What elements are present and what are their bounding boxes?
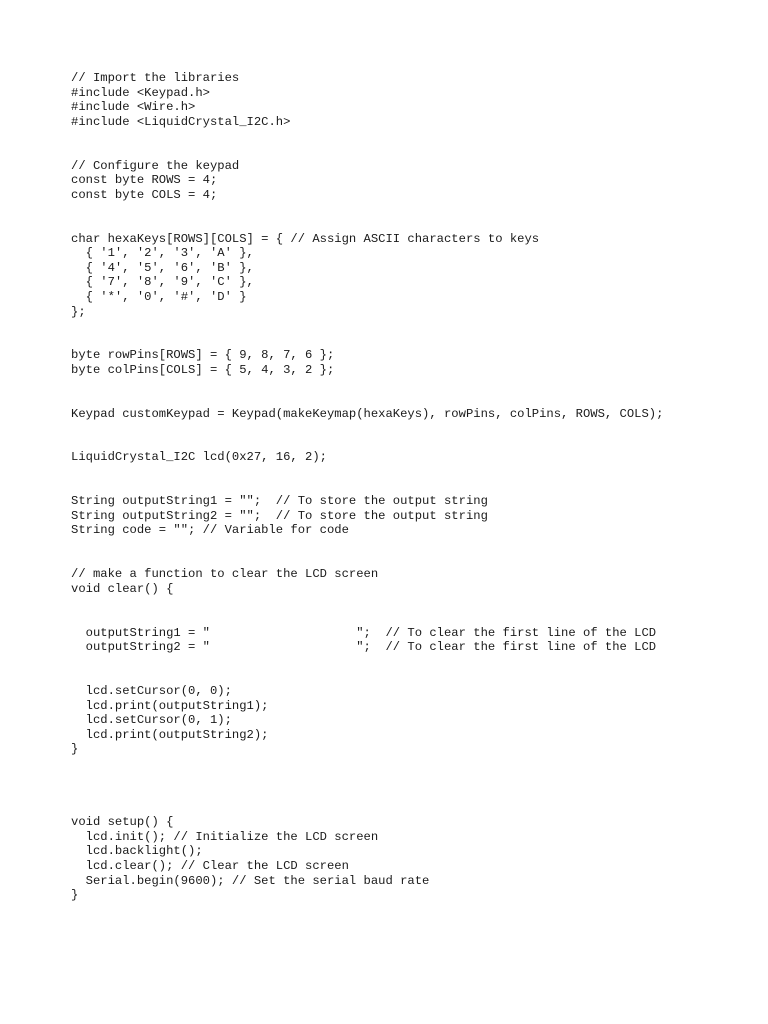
code-line: lcd.print(outputString1); [71,698,269,713]
code-line: lcd.clear(); // Clear the LCD screen [71,859,349,874]
code-line [71,669,663,684]
code-line [71,480,663,495]
code-line [71,465,663,480]
code-line: // Import the libraries [71,71,240,85]
code-line: outputString1 = " "; // To clear the first line of the LCD [71,625,657,640]
code-line [71,392,663,407]
code-line: outputString2 = " "; // To clear the first line of the LCD [71,640,657,655]
code-line: #include <Wire.h> [71,100,196,115]
code-line: Keypad customKeypad = Keypad(makeKeymap(hexaKeys), rowPins, colPins, ROWS, COLS); [71,406,664,421]
code-line: #include <LiquidCrystal_I2C.h> [71,114,291,129]
code-line [71,202,663,217]
code-line [71,655,663,670]
code-line: String code = ""; // Variable for code [71,523,349,538]
code-line: lcd.setCursor(0, 0); [71,683,232,698]
code-block [71,71,663,903]
code-line [71,596,663,611]
code-line [71,129,663,144]
code-line: byte colPins[COLS] = { 5, 4, 3, 2 }; [71,362,335,377]
code-line: #include <Keypad.h> [71,85,210,100]
code-line [71,801,663,816]
code-line: lcd.backlight(); [71,844,203,859]
code-line: { '1', '2', '3', 'A' }, [71,246,254,261]
code-line [71,786,663,801]
code-line: void setup() { [71,815,174,830]
code-line: lcd.setCursor(0, 1); [71,713,232,728]
code-line: const byte ROWS = 4; [71,173,218,188]
code-line: { '7', '8', '9', 'C' }, [71,275,254,290]
code-line: String outputString2 = ""; // To store the output string [71,508,488,523]
code-line: void clear() { [71,581,174,596]
code-line: // make a function to clear the LCD screen [71,567,379,582]
code-line [71,377,663,392]
code-line: lcd.print(outputString2); [71,727,269,742]
code-line [71,144,663,159]
code-line: LiquidCrystal_I2C lcd(0x27, 16, 2); [71,450,327,465]
code-line: Serial.begin(9600); // Set the serial baud rate [71,873,430,888]
code-line [71,334,663,349]
code-line: { '*', '0', '#', 'D' } [71,289,247,304]
code-line [71,611,663,626]
code-line: const byte COLS = 4; [71,187,218,202]
code-line: String outputString1 = ""; // To store the output string [71,494,488,509]
code-line [71,421,663,436]
code-line: } [71,888,79,903]
code-line: byte rowPins[ROWS] = { 9, 8, 7, 6 }; [71,348,335,363]
code-line [71,553,663,568]
code-line [71,319,663,334]
code-line: } [71,742,79,757]
code-line [71,757,663,772]
code-line: }; [71,304,86,319]
code-line: { '4', '5', '6', 'B' }, [71,260,254,275]
code-line [71,217,663,232]
code-line [71,538,663,553]
code-line: char hexaKeys[ROWS][COLS] = { // Assign ASCII characters to keys [71,231,540,246]
code-line: lcd.init(); // Initialize the LCD screen [71,829,379,844]
code-line [71,436,663,451]
code-line: // Configure the keypad [71,158,240,173]
code-line [71,772,663,787]
